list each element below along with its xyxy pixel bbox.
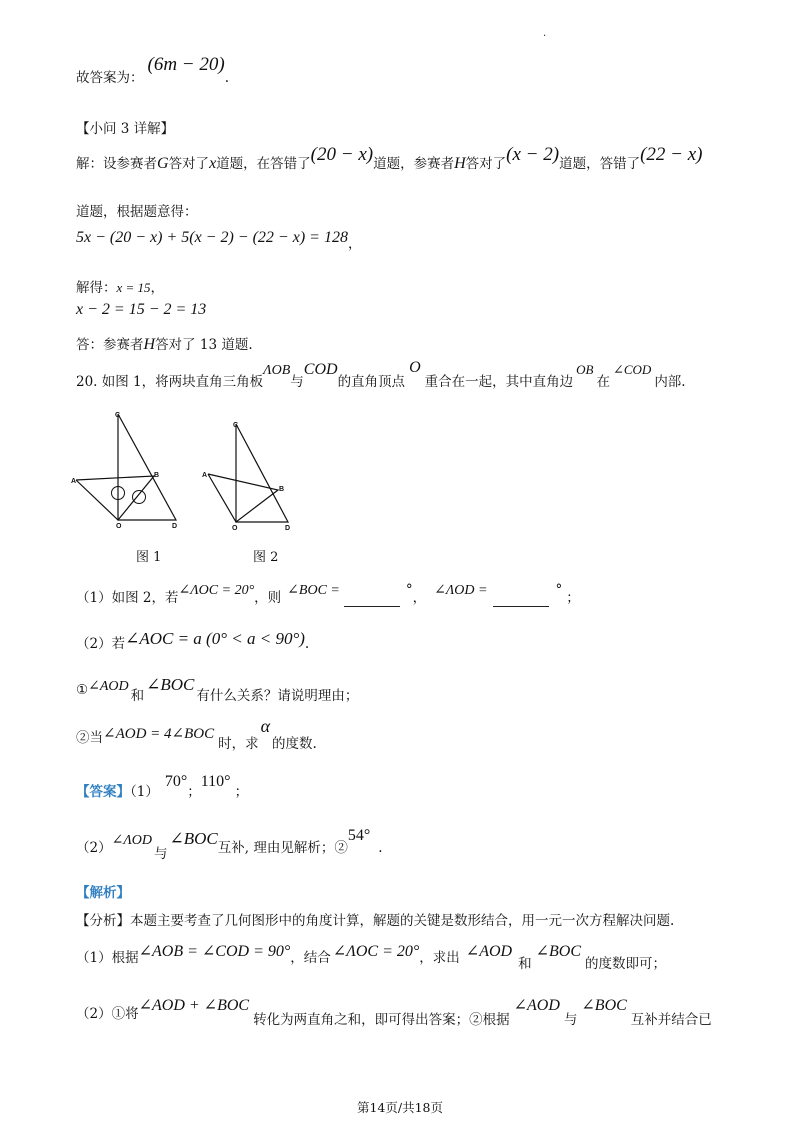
alpha-symbol: α <box>260 716 271 736</box>
text: ； <box>234 784 249 800</box>
answer-blank[interactable] <box>493 594 549 607</box>
angle-aod-label: ∠ΛOD = <box>434 583 488 598</box>
text: （1）如图 2，若 <box>76 590 179 606</box>
label-o: O <box>116 523 122 530</box>
solution-step-2 <box>76 997 712 1028</box>
triangle-aob-lines <box>208 474 278 522</box>
equation-suffix: ， <box>347 236 362 252</box>
text: 重合在一起，其中直角边 <box>424 374 574 390</box>
text: ②当 <box>76 730 103 746</box>
angle-boc: ∠BOC <box>169 829 218 848</box>
triangle-cod-lines <box>118 414 176 520</box>
text: 答对了 <box>465 156 507 172</box>
var-h: H <box>454 155 466 172</box>
text: 解得： <box>76 280 117 296</box>
text: ， <box>412 590 427 606</box>
analysis-label: 【分析】 <box>76 913 130 929</box>
equation-line <box>76 226 362 252</box>
text: 20. 如图 1，将两块直角三角板 <box>76 374 264 390</box>
conclusion-line <box>76 333 253 354</box>
compute-line: x − 2 = 15 − 2 = 13 <box>76 301 207 318</box>
text: ① <box>76 682 89 698</box>
expr-22-minus-x: (22 − x) <box>640 144 703 165</box>
angle-aod: ∠AOD <box>465 943 513 960</box>
expr-20-minus-x: (20 − x) <box>310 144 374 165</box>
text: ，求出 <box>419 950 460 966</box>
part-2-item-2 <box>76 716 317 752</box>
answer-value-2: 110° <box>200 773 231 790</box>
text: . <box>378 840 383 856</box>
answer-value-1: 70° <box>164 773 188 790</box>
text: （2）若 <box>76 636 126 652</box>
answer-line <box>76 54 229 88</box>
angle-boc-label: ∠BOC = <box>287 583 340 598</box>
solve-line <box>76 276 164 296</box>
text: 的度数即可； <box>584 956 666 972</box>
var-h: H <box>143 336 156 353</box>
label-b: B <box>279 486 285 493</box>
answer-blank[interactable] <box>344 594 400 607</box>
label-b: B <box>154 472 160 479</box>
text: 内部. <box>654 374 686 390</box>
text: . <box>304 636 310 652</box>
analysis-text: 本题主要考查了几何图形中的角度计算，解题的关键是数形结合，用一元一次方程解决问题. <box>130 913 675 929</box>
text: 道题，参赛者 <box>373 156 455 172</box>
label-c: C <box>115 412 121 419</box>
angle-aod: ∠AOD <box>513 997 560 1014</box>
text: （2） <box>76 840 112 856</box>
text: 与 <box>563 1012 578 1028</box>
analysis-summary <box>76 909 674 929</box>
angle-cod: ∠COD <box>612 362 652 377</box>
solution-line-1 <box>76 144 703 174</box>
label-d: D <box>172 523 178 530</box>
analysis-tag: 【解析】 <box>76 885 130 901</box>
right-angle-equation: ∠AOB = ∠COD = 90° <box>138 943 291 960</box>
answer-1 <box>76 773 249 801</box>
answer-tag: 【答案】 <box>76 784 130 800</box>
text: ； <box>187 784 201 800</box>
x-value: x = 15 <box>116 280 151 295</box>
angle-aod: ∠AOD <box>88 679 129 694</box>
var-x: x <box>209 155 217 172</box>
answer-prefix: 故答案为： <box>76 70 144 86</box>
angle-sum: ∠AOD + ∠BOC <box>138 997 250 1014</box>
text: 答对了 <box>168 156 210 172</box>
text: ； <box>566 590 580 606</box>
triangle-aob: ΛOB <box>263 363 291 378</box>
text: 转化为两直角之和，即可得出答案；②根据 <box>253 1012 510 1028</box>
figure-2-caption: 图 2 <box>253 550 279 565</box>
edge-ob: OB <box>576 362 594 377</box>
angle-boc: ∠BOC <box>581 997 627 1014</box>
point-o: O <box>409 359 421 376</box>
text: 的度数. <box>272 736 317 752</box>
angle-boc: ∠BOC <box>146 675 195 694</box>
degree-sign: ° <box>405 582 413 598</box>
label-a: A <box>202 472 208 479</box>
answer-value-54: 54° <box>347 827 371 844</box>
text: 和 <box>130 688 145 704</box>
part-2 <box>76 629 310 653</box>
text: ，则 <box>254 590 282 606</box>
angle-aoc-given: ∠ΛOC = 20° <box>332 943 420 960</box>
text: 与 <box>290 374 304 390</box>
text: 解：设参赛者 <box>76 156 157 172</box>
label-a: A <box>71 478 77 485</box>
text: 互补并结合已 <box>630 1012 712 1028</box>
sub-question-3-heading: 【小问 3 详解】 <box>76 121 175 137</box>
answer-2 <box>76 827 383 862</box>
label-c: C <box>233 422 239 429</box>
expr-x-minus-2: (x − 2) <box>506 144 560 165</box>
figure-1-caption: 图 1 <box>136 550 162 565</box>
triangle-cod-lines <box>236 424 288 522</box>
angle-equation: ∠AOD = 4∠BOC <box>103 726 215 742</box>
triangle-cod: COD <box>303 361 338 378</box>
part-2-item-1 <box>76 675 359 704</box>
text: 答对了 13 道题. <box>155 337 253 353</box>
circle-mark <box>133 491 146 504</box>
corner-dot: . <box>543 28 547 39</box>
solution-step-1 <box>76 943 666 972</box>
answer-suffix: . <box>224 70 229 86</box>
question-20 <box>76 359 686 391</box>
text: ，结合 <box>290 950 331 966</box>
degree-sign: ° <box>555 582 563 598</box>
text: （1） <box>130 784 159 800</box>
label-d: D <box>285 525 291 532</box>
text: 的直角顶点 <box>337 374 406 390</box>
text: 时，求 <box>218 736 259 752</box>
text: 道题，在答错了 <box>216 156 311 172</box>
solution-line-2: 道题，根据题意得： <box>76 204 198 220</box>
text: 和 <box>518 956 532 972</box>
text: 在 <box>596 374 610 390</box>
text: （2）①将 <box>76 1006 139 1022</box>
text: 道题，答错了 <box>559 156 641 172</box>
figure-1 <box>68 408 188 536</box>
angle-aod: ∠ΛOD <box>111 833 153 848</box>
answer-expression: (6m − 20) <box>147 54 225 75</box>
angle-aoc-alpha: ∠AOC = a (0° < a < 90°) <box>125 629 305 648</box>
text: 与 <box>154 846 168 862</box>
text: 互补, 理由见解析；② <box>217 840 348 856</box>
part-1 <box>76 582 580 607</box>
label-o: O <box>232 525 238 532</box>
page-footer: 第14页/共18页 <box>356 1100 444 1115</box>
equation: 5x − (20 − x) + 5(x − 2) − (22 − x) = 128 <box>76 229 348 246</box>
angle-aoc-given: ∠ΛOC = 20° <box>178 583 255 598</box>
triangle-aob-lines <box>76 476 154 520</box>
text: 有什么关系？请说明理由； <box>196 688 359 704</box>
angle-boc: ∠BOC <box>535 943 581 960</box>
text: 答：参赛者 <box>76 337 144 353</box>
var-g: G <box>157 155 169 172</box>
figure-2 <box>200 418 300 536</box>
text: ， <box>150 280 165 296</box>
text: （1）根据 <box>76 950 139 966</box>
